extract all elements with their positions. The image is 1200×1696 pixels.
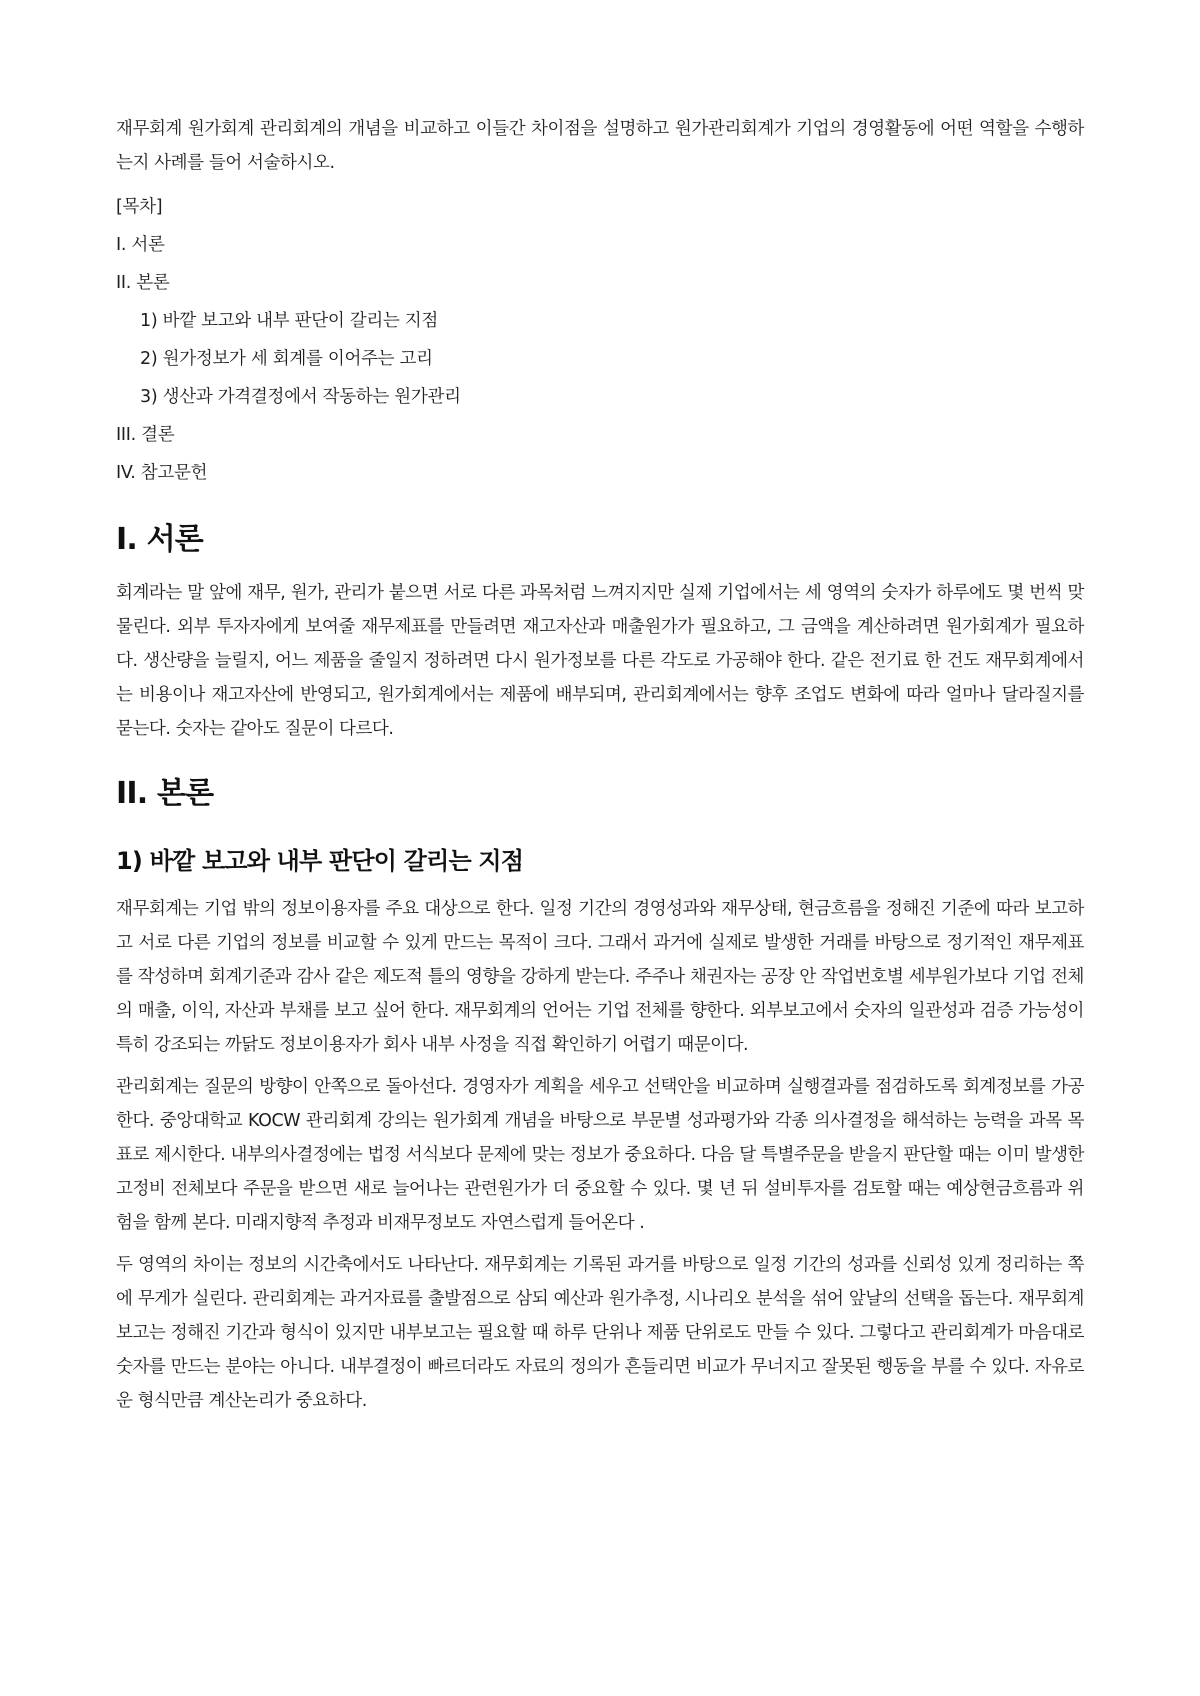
intro-paragraph: 회계라는 말 앞에 재무, 원가, 관리가 붙으면 서로 다른 과목처럼 느껴지지만 실제 기업에서는 세 영역의 숫자가 하루에도 몇 번씩 맞물린다. 외부 투자자에게 보여줄 재무제표를 만들려면 재고자산과 매출원가가 필요하고, 그 금액을 계산하려면 원가회계가 필요하다. 생산량을 늘릴지, 어느 제품을 줄일지 정하려면 다시 원가정보를 다른 각도로 가공해야 한다. 같은 전기료 한 건도 재무회계에서는 비용이나 재고자산에 반영되고, 원가회계에서는 제품에 배부되며, 관리회계에서는 향후 조업도 변화에 따라 얼마나 달라질지를 묻는다. 숫자는 같아도 질문이 다르다. bbox=[116, 583, 1084, 739]
body-paragraph: 관리회계는 질문의 방향이 안쪽으로 돌아선다. 경영자가 계획을 세우고 선택안을 비교하며 실행결과를 점검하도록 회계정보를 가공한다. 중앙대학교 KOCW 관리회계 강의는 원가회계 개념을 바탕으로 부문별 성과평가와 각종 의사결정을 해석하는 능력을 과목 목표로 제시한다. 내부의사결정에는 법정 서식보다 문제에 맞는 정보가 중요하다. 다음 달 특별주문을 받을지 판단할 때는 이미 발생한 고정비 전체보다 주문을 받으면 새로 늘어나는 관련원가가 더 중요할 수 있다. 몇 년 뒤 설비투자를 검토할 때는 예상현금흐름과 위험을 함께 본다. 미래지향적 추정과 비재무정보도 자연스럽게 들어온다 . bbox=[116, 1077, 1084, 1233]
document-page bbox=[116, 112, 1084, 1426]
table-of-contents bbox=[116, 188, 1084, 492]
assignment-question: 재무회계 원가회계 관리회계의 개념을 비교하고 이들간 차이점을 설명하고 원가관리회계가 기업의 경영활동에 어떤 역할을 수행하는지 사례를 들어 서술하시오. bbox=[116, 119, 1084, 173]
body-heading: II. 본론 bbox=[116, 776, 214, 811]
toc-item-body: II. 본론 bbox=[116, 273, 170, 293]
intro-heading: I. 서론 bbox=[116, 522, 203, 557]
intro-section bbox=[116, 520, 1084, 746]
toc-subitem-1: 1) 바깥 보고와 내부 판단이 갈리는 지점 bbox=[140, 311, 439, 331]
toc-title: [목차] bbox=[116, 197, 163, 217]
body-paragraph: 두 영역의 차이는 정보의 시간축에서도 나타난다. 재무회계는 기록된 과거를 바탕으로 일정 기간의 성과를 신뢰성 있게 정리하는 쪽에 무게가 실린다. 관리회계는 과거자료를 출발점으로 삼되 예산과 원가추정, 시나리오 분석을 섞어 앞날의 선택을 돕는다. 재무회계 보고는 정해진 기간과 형식이 있지만 내부보고는 필요할 때 하루 단위나 제품 단위로도 만들 수 있다. 그렇다고 관리회계가 마음대로 숫자를 만드는 분야는 아니다. 내부결정이 빠르더라도 자료의 정의가 흔들리면 비교가 무너지고 잘못된 행동을 부를 수 있다. 자유로운 형식만큼 계산논리가 중요하다. bbox=[116, 1255, 1084, 1411]
toc-subitem-3: 3) 생산과 가격결정에서 작동하는 원가관리 bbox=[140, 387, 461, 407]
toc-item-intro: I. 서론 bbox=[116, 235, 165, 255]
body-section bbox=[116, 774, 1084, 1418]
toc-subitem-2: 2) 원가정보가 세 회계를 이어주는 고리 bbox=[140, 349, 433, 369]
body-paragraph: 재무회계는 기업 밖의 정보이용자를 주요 대상으로 한다. 일정 기간의 경영성과와 재무상태, 현금흐름을 정해진 기준에 따라 보고하고 서로 다른 기업의 정보를 비교할 수 있게 만드는 목적이 크다. 그래서 과거에 실제로 발생한 거래를 바탕으로 정기적인 재무제표를 작성하며 회계기준과 감사 같은 제도적 틀의 영향을 강하게 받는다. 주주나 채권자는 공장 안 작업번호별 세부원가보다 기업 전체의 매출, 이익, 자산과 부채를 보고 싶어 한다. 재무회계의 언어는 기업 전체를 향한다. 외부보고에서 숫자의 일관성과 검증 가능성이 특히 강조되는 까닭도 정보이용자가 회사 내부 사정을 직접 확인하기 어렵기 때문이다. bbox=[116, 899, 1084, 1055]
toc-item-conclusion: III. 결론 bbox=[116, 425, 175, 445]
body-subheading: 1) 바깥 보고와 내부 판단이 갈리는 지점 bbox=[116, 847, 524, 875]
toc-item-references: IV. 참고문헌 bbox=[116, 463, 208, 483]
